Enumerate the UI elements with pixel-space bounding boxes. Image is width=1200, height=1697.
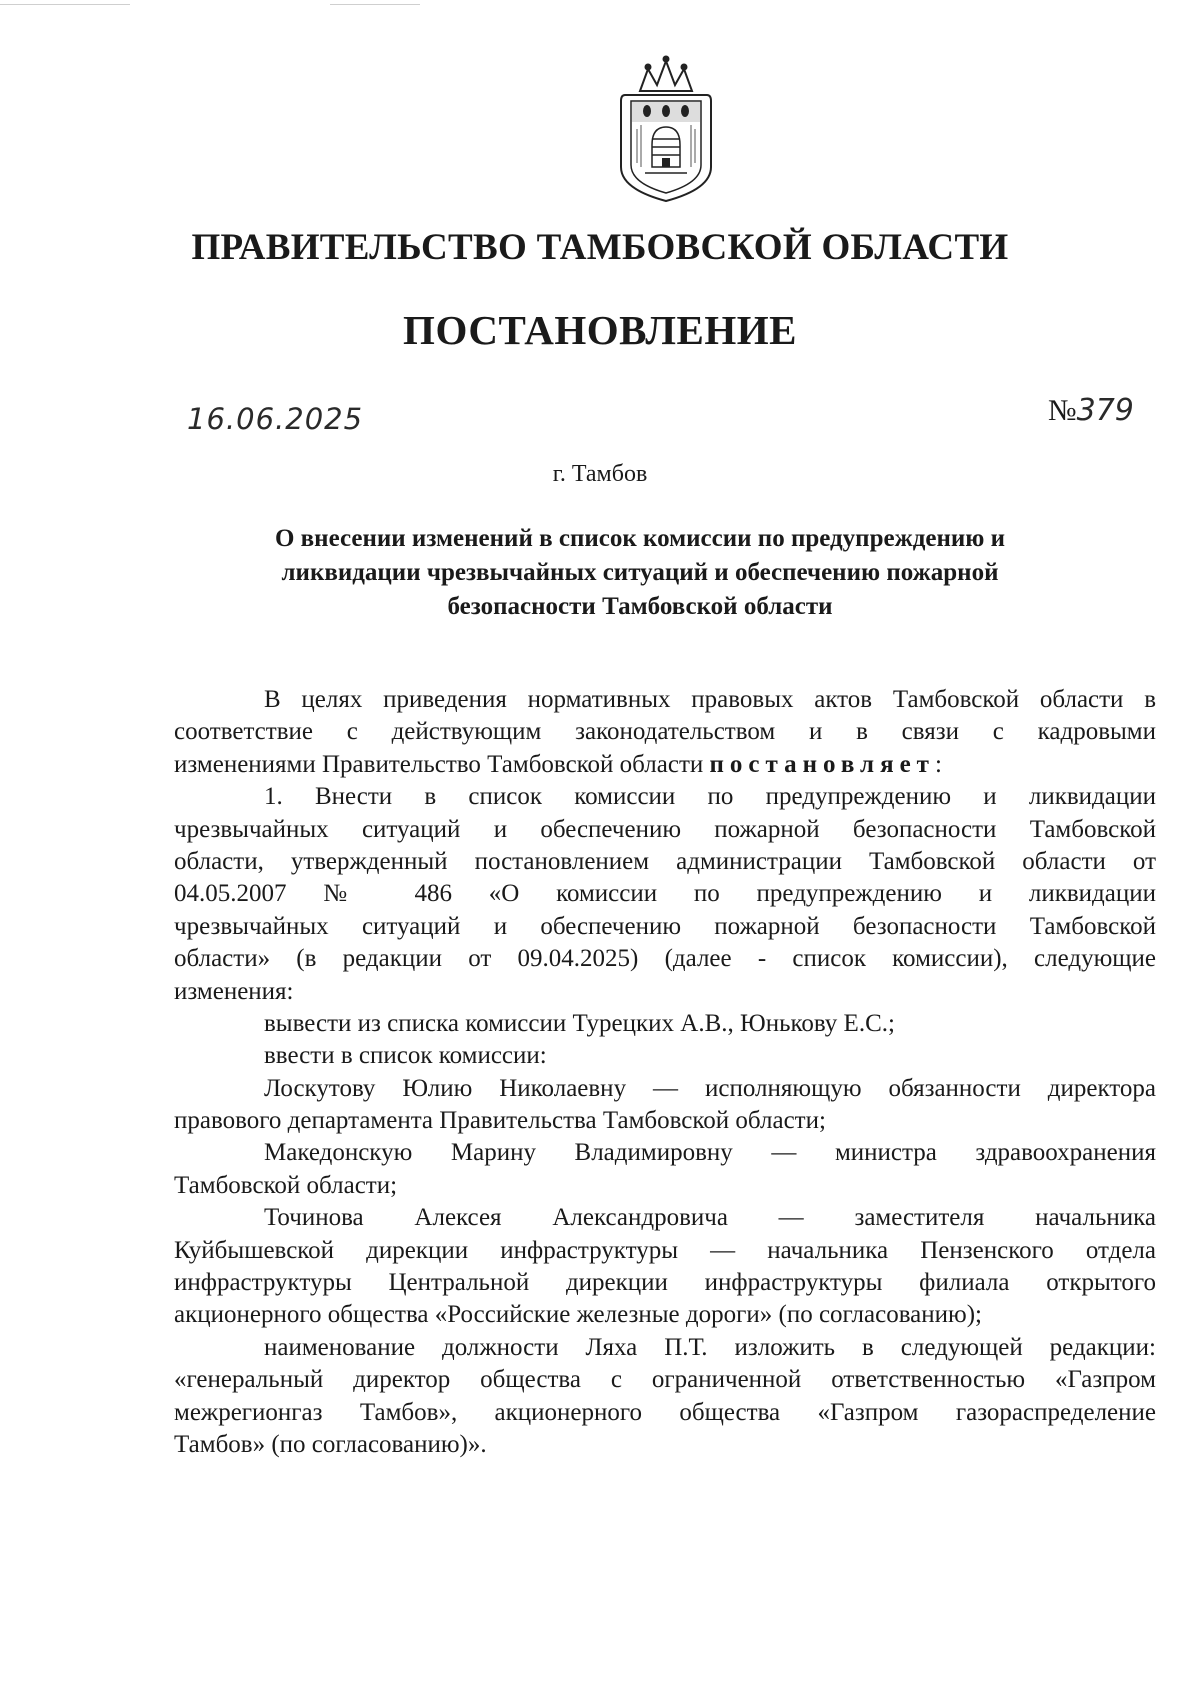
text-line: правового департамента Правительства Тамбовской области;: [174, 1107, 826, 1135]
item-1-paragraph: [174, 781, 1156, 1008]
text-line: Тамбов» (по согласованию)».: [174, 1430, 487, 1458]
text-line: 1. Внести в список комиссии по предупреждению и ликвидации: [264, 783, 1156, 811]
city-line: г. Тамбов: [552, 461, 648, 487]
text-line: соответствие с действующим законодательством и в связи с кадровыми: [174, 718, 1156, 746]
text-line: межрегионгаз Тамбов», акционерного общества «Газпром газораспределение: [174, 1398, 1156, 1426]
member-1-paragraph: [174, 1073, 1156, 1138]
text-line: Македонскую Марину Владимировну — министра здравоохранения: [264, 1139, 1156, 1167]
document-subject: [200, 522, 1080, 624]
coat-of-arms-icon: [617, 55, 715, 203]
subject-line: О внесении изменений в список комиссии по предупреждению и: [274, 525, 1006, 552]
organization-title: ПРАВИТЕЛЬСТВО ТАМБОВСКОЙ ОБЛАСТИ: [191, 227, 1009, 268]
text-line: В целях приведения нормативных правовых актов Тамбовской области в: [264, 686, 1156, 713]
document-body: [174, 684, 1156, 1461]
subject-line: ликвидации чрезвычайных ситуаций и обеспечению пожарной: [281, 559, 999, 586]
member-3-paragraph: [174, 1202, 1156, 1332]
text-line: инфраструктуры Центральной дирекции инфраструктуры филиала открытого: [174, 1269, 1156, 1297]
text-line: «генеральный директор общества с ограниченной ответственностью «Газпром: [174, 1366, 1156, 1394]
punctuation: :: [934, 750, 942, 778]
text-line: [174, 749, 1156, 781]
scan-artifact: [330, 4, 420, 5]
number-sign: №: [1048, 394, 1077, 427]
text-line: Куйбышевской дирекции инфраструктуры — начальника Пензенского отдела: [174, 1236, 1156, 1264]
text-line: чрезвычайных ситуаций и обеспечению пожарной безопасности Тамбовской: [174, 815, 1156, 843]
preamble-paragraph: [174, 684, 1156, 781]
text-line: области» (в редакции от 09.04.2025) (далее - список комиссии), следующие: [174, 945, 1156, 973]
text-line: изменения:: [174, 977, 294, 1005]
scan-artifact: [0, 4, 130, 5]
resolve-word: постановляет: [709, 750, 935, 778]
member-2-paragraph: [174, 1137, 1156, 1202]
number-value: 379: [1076, 393, 1134, 428]
text-line: акционерного общества «Российские железные дороги» (по согласованию);: [174, 1301, 982, 1329]
document-type-title: ПОСТАНОВЛЕНИЕ: [403, 307, 797, 353]
document-number: [1048, 393, 1134, 428]
text-line: Точинова Алексея Александровича — заместителя начальника: [264, 1204, 1156, 1232]
text-line: области, утвержденный постановлением администрации Тамбовской области от: [174, 847, 1156, 875]
text-line: ввести в список комиссии:: [264, 1042, 547, 1070]
subject-line: безопасности Тамбовской области: [447, 593, 833, 620]
add-heading-paragraph: [174, 1040, 1156, 1072]
remove-paragraph: [174, 1008, 1156, 1040]
text-line: Лоскутову Юлию Николаевну — исполняющую обязанности директора: [264, 1074, 1156, 1102]
text-line: 04.05.2007 № 486 «О комиссии по предупреждению и ликвидации: [174, 880, 1156, 908]
text-line: чрезвычайных ситуаций и обеспечению пожарной безопасности Тамбовской: [174, 912, 1156, 940]
preamble-text: изменениями Правительство Тамбовской области: [174, 750, 710, 778]
rename-paragraph: [174, 1332, 1156, 1462]
text-line: наименование должности Ляха П.Т. изложить в следующей редакции:: [264, 1333, 1156, 1361]
text-line: вывести из списка комиссии Турецких А.В., Юнькову Е.С.;: [264, 1009, 895, 1037]
document-date: 16.06.2025: [187, 402, 364, 436]
text-line: Тамбовской области;: [174, 1171, 398, 1199]
